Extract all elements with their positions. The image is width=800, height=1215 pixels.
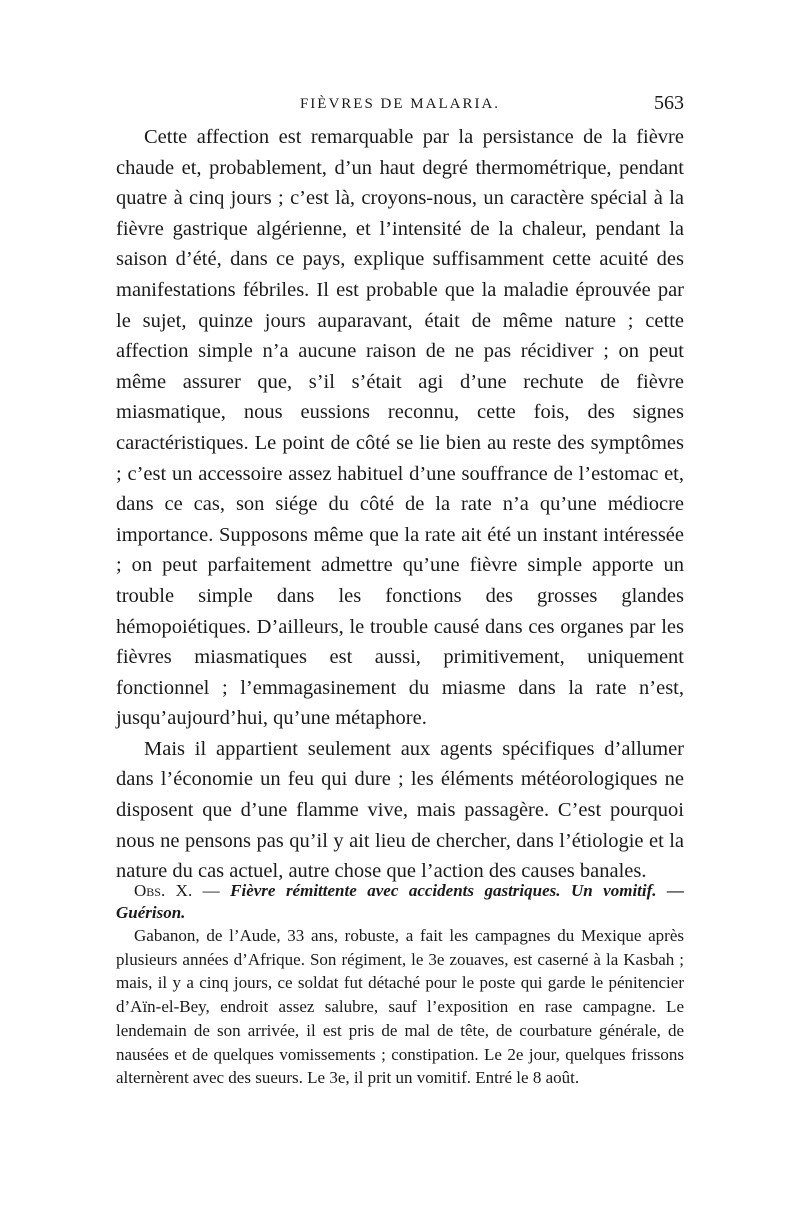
observation-text: Gabanon, de l’Aude, 33 ans, robuste, a fait les campagnes du Mexique après plusieurs années d’Afrique. Son régiment, le 3e zouaves, est caserné à la Kasbah ; mais, il y a cinq jours, ce soldat fut détaché pour le poste qui garde le pénitencier d’Aïn-el-Bey, endroit assez salubre, sauf l’exposition en rase campagne. Le lendemain de son arrivée, il est pris de mal de tête, de courbature générale, de nausées et de quelques vomissements ; constipation. Le 2e jour, quelques frissons alternèrent avec des sueurs. Le 3e, il prit un vomitif. Entré le 8 août. bbox=[116, 926, 684, 1088]
observation-section bbox=[116, 880, 684, 1090]
page-number: 563 bbox=[654, 92, 684, 114]
running-title: FIÈVRES DE MALARIA. bbox=[299, 96, 501, 112]
observation-label: Obs. X. bbox=[134, 881, 193, 900]
paragraph: Mais il appartient seulement aux agents spécifiques d’allumer dans l’économie un feu qui dure ; les éléments météorologiques ne disposent que d’une flamme vive, mais passagère. C’est pourquoi nous ne pensons pas qu’il y ait lieu de chercher, dans l’étiologie et la nature du cas actuel, autre chose que l’action des causes banales. bbox=[116, 737, 684, 883]
paragraph: Cette affection est remarquable par la persistance de la fièvre chaude et, probablement, d’un haut degré thermométrique, pendant quatre à cinq jours ; c’est là, croyons-nous, un caractère spécial à la fièvre gastrique algérienne, et l’intensité de la chaleur, pendant la saison d’été, dans ce pays, explique suffisamment cette acuité des manifestations fébriles. Il est probable que la maladie éprouvée par le sujet, quinze jours auparavant, était de même nature ; cette affection simple n’a aucune raison de ne pas récidiver ; on peut même assurer que, s’il s’était agi d’une rechute de fièvre miasmatique, nous eussions reconnu, cette fois, des signes caractéristiques. Le point de côté se lie bien au reste des symptômes ; c’est un accessoire assez habituel d’une souffrance de l’estomac et, dans ce cas, son siége du côté de la rate n’a qu’une médiocre importance. Supposons même que la rate ait été un instant intéressée ; on peut parfaitement admettre qu’une fièvre simple apporte un trouble simple dans les fonctions des grosses glandes hémopoiétiques. D’ailleurs, le trouble causé dans ces organes par les fièvres miasmatiques est aussi, primitivement, uniquement fonctionnel ; l’emmagasinement du miasme dans la rate n’est, jusqu’aujourd’hui, qu’une métaphore. bbox=[116, 126, 684, 730]
observation-dash: — bbox=[192, 881, 231, 900]
page-header bbox=[116, 92, 684, 116]
main-text bbox=[116, 122, 684, 887]
observation-heading bbox=[116, 880, 684, 924]
observation-title: Fièvre rémittente avec accidents gastriques. Un vomitif. — Guérison. bbox=[116, 881, 684, 922]
